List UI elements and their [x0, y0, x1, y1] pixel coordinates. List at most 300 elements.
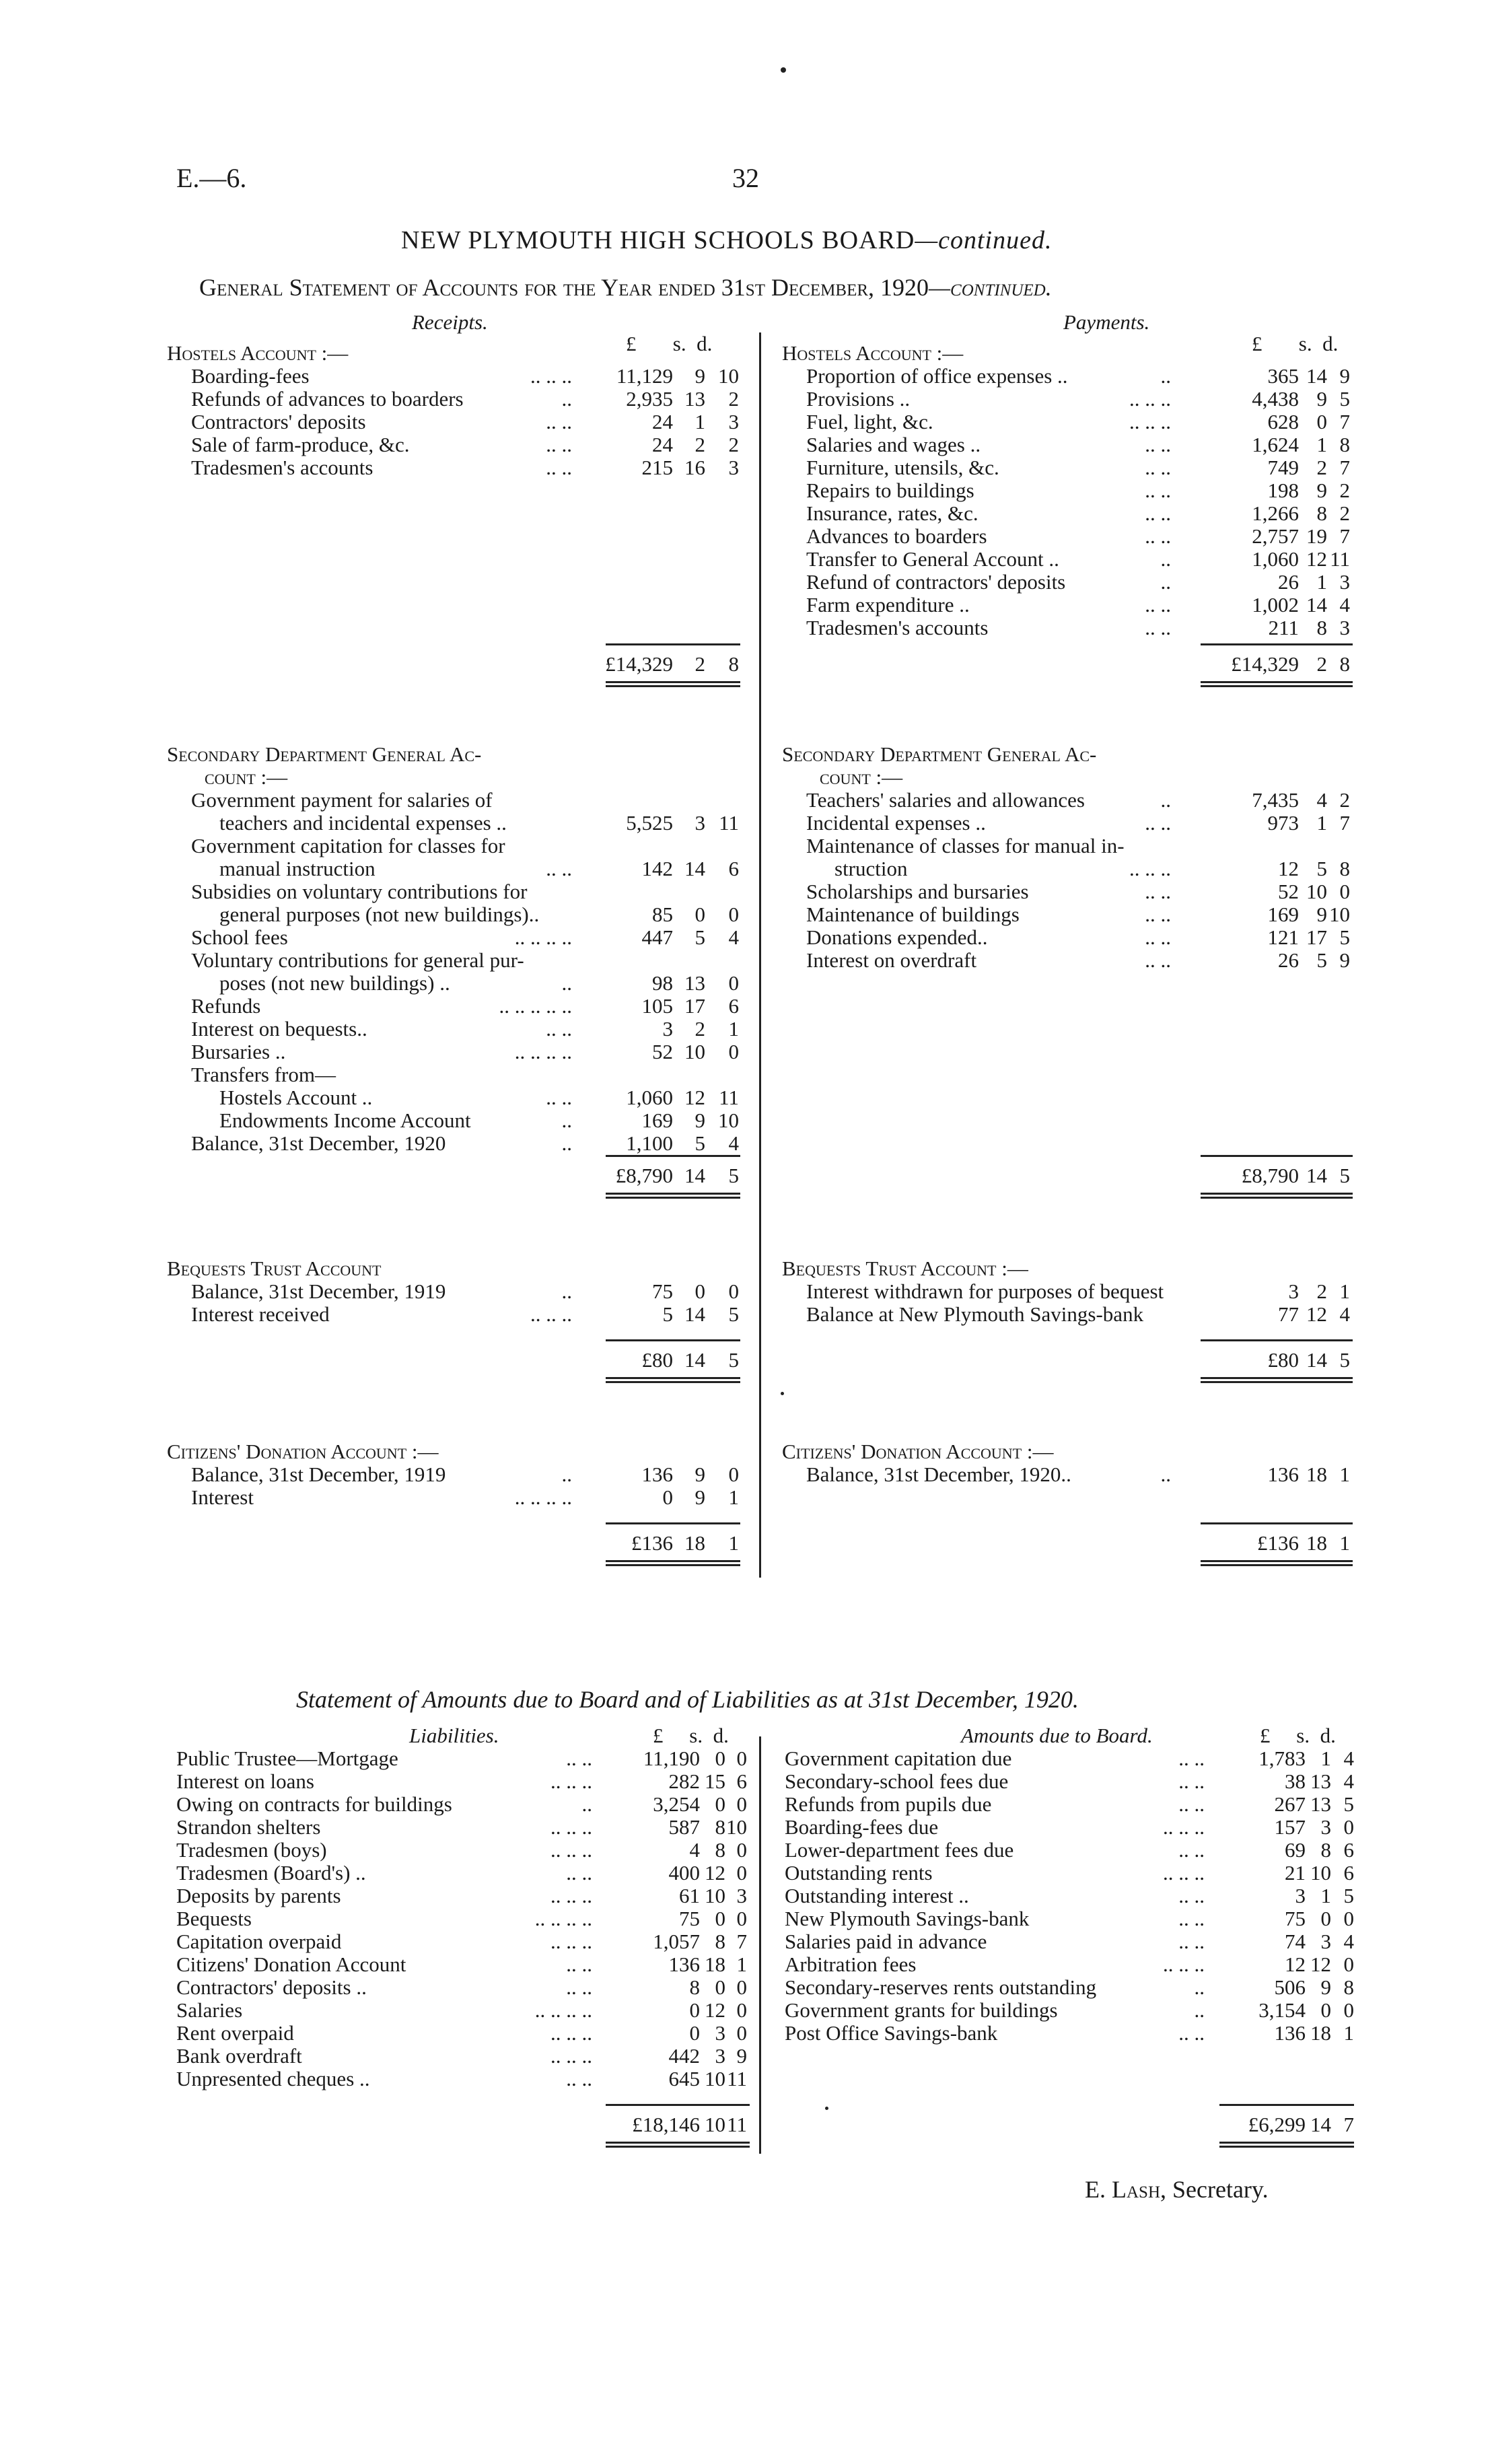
hostels_payments-row-shillings: 9 — [1316, 387, 1327, 411]
hostels_receipts-row-pence: 3 — [728, 410, 739, 433]
secondary_payments-total-shillings: 14 — [1306, 1164, 1327, 1187]
lsd-heading-left: £ s. d. — [626, 332, 713, 355]
secondary_receipts-row-pounds: 1,060 — [626, 1086, 673, 1109]
hostels_payments-row-label: Provisions .. — [806, 387, 911, 411]
citizens_receipts-row-leader: .. — [561, 1463, 572, 1486]
hostels_payments-row-pence: 3 — [1339, 616, 1350, 639]
secondary_receipts-row-label: Interest on bequests.. — [191, 1017, 367, 1041]
statement-assets-leader: .. .. — [1178, 1907, 1205, 1930]
bequests_receipts-row-leader: .. — [561, 1279, 572, 1303]
statement-liabilities-label: Tradesmen (Board's) .. — [176, 1861, 366, 1885]
statement-liabilities-label: Bequests — [176, 1907, 252, 1930]
secondary_payments-row-pounds: 52 — [1278, 880, 1299, 903]
citizens_receipts-row-pence: 0 — [728, 1463, 739, 1486]
lsd-heading-assets: £ s. d. — [1260, 1724, 1336, 1747]
secondary_receipts-row-shillings: 17 — [684, 994, 705, 1018]
secondary_receipts-total-double-rule — [606, 1193, 740, 1199]
hostels_payments-row-pounds: 365 — [1267, 364, 1299, 388]
hostels_receipts-row-pounds: 24 — [652, 433, 673, 456]
hostels_payments-total-pence: 8 — [1339, 652, 1350, 676]
secondary_receipts-row-label: Government capitation for classes for — [191, 834, 505, 857]
secondary_receipts-row-shillings: 12 — [684, 1086, 705, 1109]
statement-assets-row-pounds: 12 — [1285, 1952, 1306, 1976]
secondary_receipts-row-pounds: 98 — [652, 971, 673, 995]
statement-assets-label: Outstanding interest .. — [785, 1884, 969, 1907]
statement-liabilities-total-shillings: 10 — [705, 2113, 725, 2136]
statement-liabilities-leader: .. .. — [566, 1952, 592, 1976]
secondary_receipts-row-leader: .. — [561, 1131, 572, 1155]
statement-assets-row-shillings: 18 — [1310, 2021, 1331, 2045]
citizens_receipts-total-pounds: £136 — [631, 1531, 673, 1555]
citizens_receipts-row-shillings: 9 — [695, 1463, 705, 1486]
hostels_payments-row-pence: 7 — [1339, 456, 1350, 479]
hostels_payments-row-pence: 8 — [1339, 433, 1350, 456]
citizens_receipts-total-shillings: 18 — [684, 1531, 705, 1555]
hostels_receipts-row-label: Tradesmen's accounts — [191, 456, 374, 479]
secondary_payments-row-leader: .. — [1160, 788, 1171, 812]
secondary_receipts-row-pounds: 52 — [652, 1040, 673, 1063]
statement-assets-total-rule — [1219, 2104, 1354, 2106]
secondary_receipts-row-pounds: 85 — [652, 903, 673, 926]
statement-liabilities-row-pounds: 1,057 — [653, 1930, 700, 1953]
hostels_payments-row-shillings: 1 — [1316, 433, 1327, 456]
hostels_payments-row-label: Transfer to General Account .. — [806, 547, 1059, 571]
secondary_receipts-row-shillings: 3 — [695, 811, 705, 835]
hostels_receipts-row-pounds: 24 — [652, 410, 673, 433]
secondary_payments-row-leader: .. .. .. — [1129, 857, 1171, 880]
statement-liabilities-row-pounds: 75 — [679, 1907, 700, 1930]
statement-liabilities-row-pounds: 587 — [668, 1815, 700, 1839]
secondary_receipts-row-label: Government payment for salaries of — [191, 788, 493, 812]
citizens_receipts-row-pounds: 136 — [641, 1463, 673, 1486]
statement-assets-row-shillings: 0 — [1320, 1998, 1331, 2022]
bequests_receipts-row-pounds: 5 — [662, 1302, 673, 1326]
secondary_receipts-row-label: Balance, 31st December, 1920 — [191, 1131, 446, 1155]
statement-liabilities-row-pounds: 282 — [668, 1769, 700, 1793]
secondary_receipts-row-label: Bursaries .. — [191, 1040, 286, 1063]
hostels_payments-row-shillings: 14 — [1306, 593, 1327, 617]
statement-liabilities-label: Capitation overpaid — [176, 1930, 342, 1953]
secondary_payments-row-pence: 2 — [1339, 788, 1350, 812]
bequests_receipts-row-leader: .. .. .. — [530, 1302, 572, 1326]
statement-assets-row-shillings: 13 — [1310, 1792, 1331, 1816]
hostels_payments-total-shillings: 2 — [1316, 652, 1327, 676]
statement-assets-leader: .. .. — [1178, 1769, 1205, 1793]
secondary_payments-row-shillings: 4 — [1316, 788, 1327, 812]
statement-liabilities-row-shillings: 0 — [715, 1792, 725, 1816]
signature-role: , Secretary. — [1160, 2176, 1269, 2203]
statement-assets-row-shillings: 3 — [1320, 1815, 1331, 1839]
secondary_receipts-row-pence: 6 — [728, 994, 739, 1018]
hostels_payments-row-leader: .. .. — [1145, 433, 1171, 456]
statement-liabilities-row-pounds: 400 — [668, 1861, 700, 1885]
hostels_payments-row-pounds: 1,266 — [1252, 501, 1299, 525]
statement-assets-label: Lower-department fees due — [785, 1838, 1014, 1862]
hostels_payments-row-pounds: 198 — [1267, 479, 1299, 502]
secondary_receipts-row-pence: 11 — [719, 811, 739, 835]
secondary_receipts-row-shillings: 13 — [684, 971, 705, 995]
hostels_payments-row-leader: .. .. — [1145, 616, 1171, 639]
secondary_receipts-row-pounds: 5,525 — [626, 811, 673, 835]
hostels_payments-row-pounds: 1,624 — [1252, 433, 1299, 456]
statement-liabilities-leader: .. .. .. .. — [534, 1998, 592, 2022]
statement-liabilities-row-shillings: 8 — [715, 1930, 725, 1953]
secondary_receipts-row-pence: 10 — [718, 1108, 739, 1132]
hostels_receipts-total-double-rule — [606, 681, 740, 687]
statement-assets-row-pounds: 3 — [1295, 1884, 1306, 1907]
statement-assets-row-pence: 5 — [1343, 1884, 1354, 1907]
statement-assets-leader: .. .. .. — [1163, 1815, 1205, 1839]
statement-liabilities-leader: .. .. — [566, 1861, 592, 1885]
secondary_payments-row-shillings: 10 — [1306, 880, 1327, 903]
statement-assets-label: Arbitration fees — [785, 1952, 917, 1976]
citizens_receipts-total-rule — [606, 1522, 740, 1524]
statement-liabilities-row-shillings: 15 — [705, 1769, 725, 1793]
secondary_payments-row-pounds: 121 — [1267, 925, 1299, 949]
hostels_payments-row-label: Proportion of office expenses .. — [806, 364, 1068, 388]
secondary_receipts-row-leader: .. — [561, 1108, 572, 1132]
hostels_payments-row-pence: 7 — [1339, 524, 1350, 548]
statement-assets-row-pounds: 69 — [1285, 1838, 1306, 1862]
secondary_receipts-row-label: poses (not new buildings) .. — [219, 971, 450, 995]
citizens_payments-row-pence: 1 — [1339, 1463, 1350, 1486]
hostels_receipts-row-label: Boarding-fees — [191, 364, 310, 388]
hostels_payments-row-label: Advances to boarders — [806, 524, 987, 548]
hostels_payments-row-label: Farm expenditure .. — [806, 593, 970, 617]
statement-assets-leader: .. .. — [1178, 1884, 1205, 1907]
document-title-main: NEW PLYMOUTH HIGH SCHOOLS BOARD — [401, 226, 915, 254]
statement-assets-row-pence: 1 — [1343, 2021, 1354, 2045]
statement-assets-row-shillings: 1 — [1320, 1884, 1331, 1907]
statement-subtitle-text: General Statement of Accounts for the Year ended 31st December, 1920 — [199, 274, 929, 301]
statement-assets-row-pence: 5 — [1343, 1792, 1354, 1816]
secondary_receipts-row-label: School fees — [191, 925, 288, 949]
bequests_receipts-row-shillings: 14 — [684, 1302, 705, 1326]
hostels_receipts-row-pounds: 2,935 — [626, 387, 673, 411]
signature-name: E. Lash — [1085, 2176, 1160, 2203]
statement-liabilities-leader: .. — [581, 1792, 592, 1816]
statement-liabilities-row-shillings: 0 — [715, 1907, 725, 1930]
hostels_payments-row-pounds: 1,002 — [1252, 593, 1299, 617]
hostels_payments-row-shillings: 9 — [1316, 479, 1327, 502]
secondary_receipts-heading1: Secondary Department General Ac- — [167, 742, 482, 766]
secondary_payments-total-pounds: £8,790 — [1241, 1164, 1299, 1187]
page-number: 32 — [732, 163, 759, 193]
hostels_receipts-row-shillings: 16 — [684, 456, 705, 479]
hostels_payments-row-pence: 2 — [1339, 479, 1350, 502]
secondary_receipts-row-label: Endowments Income Account — [219, 1108, 471, 1132]
citizens_receipts-row-pounds: 0 — [662, 1485, 673, 1509]
citizens_payments-row-pounds: 136 — [1267, 1463, 1299, 1486]
statement-liabilities-row-pence: 3 — [736, 1884, 747, 1907]
statement-liabilities-label: Unpresented cheques .. — [176, 2067, 370, 2090]
hostels_payments-row-shillings: 14 — [1306, 364, 1327, 388]
statement-liabilities-label: Strandon shelters — [176, 1815, 321, 1839]
statement-liabilities-leader: .. .. .. — [550, 1815, 592, 1839]
statement-assets-row-pounds: 506 — [1274, 1975, 1306, 1999]
secondary_receipts-row-label: Transfers from— — [191, 1063, 336, 1086]
statement-assets-total-shillings: 14 — [1310, 2113, 1331, 2136]
secondary_receipts-row-leader: .. — [561, 971, 572, 995]
secondary_receipts-row-shillings: 5 — [695, 925, 705, 949]
bequests_receipts-row-label: Interest received — [191, 1302, 330, 1326]
secondary_payments-total-rule — [1201, 1155, 1353, 1157]
hostels_payments-row-label: Furniture, utensils, &c. — [806, 456, 999, 479]
citizens_payments-heading: Citizens' Donation Account :— — [782, 1440, 1054, 1463]
statement-liabilities-label: Owing on contracts for buildings — [176, 1792, 452, 1816]
bequests_receipts-total-pounds: £80 — [641, 1348, 673, 1372]
hostels_receipts-heading: Hostels Account :— — [167, 341, 349, 365]
citizens_payments-row-leader: .. — [1160, 1463, 1171, 1486]
statement-liabilities-label: Public Trustee—Mortgage — [176, 1747, 398, 1770]
statement-assets-row-shillings: 9 — [1320, 1975, 1331, 1999]
secondary_payments-row-pounds: 26 — [1278, 948, 1299, 972]
hostels_receipts-row-pounds: 11,129 — [616, 364, 673, 388]
hostels_payments-row-pounds: 211 — [1268, 616, 1299, 639]
statement-liabilities-leader: .. .. .. — [550, 1930, 592, 1953]
secondary_payments-row-label: struction — [834, 857, 908, 880]
citizens_payments-total-pence: 1 — [1339, 1531, 1350, 1555]
hostels_receipts-row-label: Refunds of advances to boarders — [191, 387, 464, 411]
hostels_payments-row-pence: 3 — [1339, 570, 1350, 594]
statement-assets-row-pounds: 21 — [1285, 1861, 1306, 1885]
citizens_payments-row-label: Balance, 31st December, 1920.. — [806, 1463, 1071, 1486]
statement-assets-row-pounds: 267 — [1274, 1792, 1306, 1816]
secondary_receipts-row-leader: .. .. .. .. — [514, 1040, 572, 1063]
hostels_receipts-row-leader: .. .. — [546, 456, 572, 479]
secondary_receipts-row-pounds: 105 — [641, 994, 673, 1018]
secondary_payments-row-shillings: 5 — [1316, 857, 1327, 880]
citizens_receipts-row-label: Balance, 31st December, 1919 — [191, 1463, 446, 1486]
secondary_payments-row-leader: .. .. — [1145, 903, 1171, 926]
statement-liabilities-row-pence: 7 — [736, 1930, 747, 1953]
statement-liabilities-row-pence: 0 — [736, 1792, 747, 1816]
bequests_payments-row-pounds: 77 — [1278, 1302, 1299, 1326]
hostels_payments-total-pounds: £14,329 — [1231, 652, 1299, 676]
statement-liabilities-row-pounds: 11,190 — [643, 1747, 700, 1770]
citizens_receipts-row-shillings: 9 — [695, 1485, 705, 1509]
statement-assets-row-pence: 0 — [1343, 1815, 1354, 1839]
secondary_receipts-row-pence: 0 — [728, 1040, 739, 1063]
hostels_receipts-row-shillings: 13 — [684, 387, 705, 411]
statement-liabilities-leader: .. .. .. — [550, 2021, 592, 2045]
secondary_payments-row-pence: 7 — [1339, 811, 1350, 835]
citizens_receipts-total-pence: 1 — [728, 1531, 739, 1555]
statement-liabilities-leader: .. .. .. — [550, 2044, 592, 2068]
bequests_payments-total-rule — [1201, 1339, 1353, 1341]
statement-liabilities-row-pence: 0 — [736, 1838, 747, 1862]
bequests_receipts-row-label: Balance, 31st December, 1919 — [191, 1279, 446, 1303]
liabilities-heading: Liabilities. — [409, 1724, 499, 1747]
bequests_payments-heading: Bequests Trust Account :— — [782, 1257, 1028, 1280]
secondary_payments-row-pence: 5 — [1339, 925, 1350, 949]
statement-assets-row-pounds: 38 — [1285, 1769, 1306, 1793]
hostels_receipts-row-label: Contractors' deposits — [191, 410, 366, 433]
hostels_payments-row-shillings: 8 — [1316, 501, 1327, 525]
bequests_receipts-total-pence: 5 — [728, 1348, 739, 1372]
secondary_receipts-row-leader: .. .. — [546, 1017, 572, 1041]
hostels_receipts-row-pence: 10 — [718, 364, 739, 388]
statement-liabilities-row-pence: 0 — [736, 2021, 747, 2045]
secondary_receipts-row-pence: 6 — [728, 857, 739, 880]
statement-assets-leader: .. .. — [1178, 1930, 1205, 1953]
statement-assets-label: Post Office Savings-bank — [785, 2021, 998, 2045]
statement-liabilities-row-shillings: 18 — [705, 1952, 725, 1976]
secondary_receipts-row-shillings: 2 — [695, 1017, 705, 1041]
statement-assets-row-shillings: 3 — [1320, 1930, 1331, 1953]
statement-assets-leader: .. — [1194, 1975, 1205, 1999]
secondary_receipts-row-pence: 0 — [728, 903, 739, 926]
secondary_receipts-total-pence: 5 — [728, 1164, 739, 1187]
hostels_payments-row-shillings: 2 — [1316, 456, 1327, 479]
statement-assets-label: Government capitation due — [785, 1747, 1012, 1770]
hostels_payments-row-pence: 5 — [1339, 387, 1350, 411]
statement-liabilities-label: Citizens' Donation Account — [176, 1952, 406, 1976]
secondary_receipts-row-leader: .. .. .. .. — [514, 925, 572, 949]
secondary_payments-row-leader: .. .. — [1145, 880, 1171, 903]
statement-liabilities-label: Salaries — [176, 1998, 243, 2022]
statement-liabilities-leader: .. .. .. — [550, 1769, 592, 1793]
statement-assets-total-pence: 7 — [1343, 2113, 1354, 2136]
secondary_payments-row-shillings: 9 — [1316, 903, 1327, 926]
citizens_payments-total-double-rule — [1201, 1560, 1353, 1566]
bequests_payments-row-pence: 1 — [1339, 1279, 1350, 1303]
stray-mark — [825, 2107, 828, 2110]
statement-assets-row-pence: 6 — [1343, 1861, 1354, 1885]
statement-liabilities-row-shillings: 8 — [715, 1815, 725, 1839]
statement-liabilities-row-pounds: 61 — [679, 1884, 700, 1907]
secondary_receipts-row-label: teachers and incidental expenses .. — [219, 811, 507, 835]
secondary_payments-row-leader: .. .. — [1145, 948, 1171, 972]
bequests_payments-row-shillings: 12 — [1306, 1302, 1327, 1326]
statement-assets-row-pence: 0 — [1343, 1998, 1354, 2022]
signature — [1085, 2178, 1269, 2201]
statement-assets-row-pounds: 157 — [1274, 1815, 1306, 1839]
hostels_payments-heading: Hostels Account :— — [782, 341, 964, 365]
hostels_receipts-total-pounds: £14,329 — [605, 652, 673, 676]
statement-liabilities-row-shillings: 10 — [705, 2067, 725, 2090]
hostels_receipts-row-leader: .. .. .. — [530, 364, 572, 388]
secondary_payments-row-pounds: 7,435 — [1252, 788, 1299, 812]
hostels_payments-row-pounds: 749 — [1267, 456, 1299, 479]
secondary_receipts-row-pence: 1 — [728, 1017, 739, 1041]
hostels_payments-row-shillings: 19 — [1306, 524, 1327, 548]
statement-title: Statement of Amounts due to Board and of Liabilities as at 31st December, 1920. — [296, 1686, 1079, 1713]
statement-liabilities-row-pounds: 8 — [689, 1975, 700, 1999]
statement-liabilities-row-pounds: 645 — [668, 2067, 700, 2090]
statement-liabilities-leader: .. .. — [566, 1975, 592, 1999]
bequests_receipts-total-shillings: 14 — [684, 1348, 705, 1372]
citizens_receipts-row-leader: .. .. .. .. — [514, 1485, 572, 1509]
statement-liabilities-row-pounds: 442 — [668, 2044, 700, 2068]
hostels_receipts-row-leader: .. .. — [546, 433, 572, 456]
statement-assets-row-pence: 8 — [1343, 1975, 1354, 1999]
statement-subtitle-continued: —continued. — [929, 274, 1052, 301]
secondary_receipts-row-label: Hostels Account .. — [219, 1086, 373, 1109]
statement-liabilities-leader: .. .. .. — [550, 1884, 592, 1907]
statement-liabilities-label: Tradesmen (boys) — [176, 1838, 327, 1862]
hostels_payments-row-pounds: 2,757 — [1252, 524, 1299, 548]
bequests_receipts-row-pence: 0 — [728, 1279, 739, 1303]
statement-assets-row-pounds: 74 — [1285, 1930, 1306, 1953]
hostels_payments-row-leader: .. .. — [1145, 501, 1171, 525]
hostels_receipts-row-leader: .. — [561, 387, 572, 411]
statement-assets-total-double-rule — [1219, 2142, 1354, 2148]
secondary_payments-row-shillings: 1 — [1316, 811, 1327, 835]
hostels_payments-row-label: Salaries and wages .. — [806, 433, 981, 456]
statement-assets-row-shillings: 1 — [1320, 1747, 1331, 1770]
hostels_receipts-total-shillings: 2 — [695, 652, 705, 676]
statement-liabilities-total-double-rule — [606, 2142, 750, 2148]
statement-assets-leader: .. — [1194, 1998, 1205, 2022]
statement-assets-leader: .. .. — [1178, 1792, 1205, 1816]
lsd-heading-liab: £ s. d. — [653, 1724, 729, 1747]
document-title-continued: —continued. — [915, 226, 1053, 254]
hostels_payments-total-rule — [1201, 643, 1353, 645]
hostels_receipts-row-label: Sale of farm-produce, &c. — [191, 433, 410, 456]
secondary_receipts-row-shillings: 10 — [684, 1040, 705, 1063]
hostels_payments-row-label: Tradesmen's accounts — [806, 616, 989, 639]
statement-liabilities-row-shillings: 0 — [715, 1975, 725, 1999]
statement-assets-row-pence: 4 — [1343, 1769, 1354, 1793]
hostels_payments-row-label: Repairs to buildings — [806, 479, 974, 502]
statement-liabilities-row-shillings: 8 — [715, 1838, 725, 1862]
receipts-heading: Receipts. — [412, 310, 488, 334]
secondary_receipts-row-shillings: 5 — [695, 1131, 705, 1155]
statement-assets-row-pounds: 75 — [1285, 1907, 1306, 1930]
statement-liabilities-row-shillings: 0 — [715, 1747, 725, 1770]
hostels_receipts-row-leader: .. .. — [546, 410, 572, 433]
bequests_payments-row-pounds: 3 — [1288, 1279, 1299, 1303]
citizens_receipts-row-label: Interest — [191, 1485, 254, 1509]
bequests_payments-total-double-rule — [1201, 1377, 1353, 1383]
secondary_payments-row-label: Donations expended.. — [806, 925, 988, 949]
bequests_payments-row-label: Balance at New Plymouth Savings-bank — [806, 1302, 1144, 1326]
secondary_payments-row-shillings: 17 — [1306, 925, 1327, 949]
hostels_payments-row-shillings: 12 — [1306, 547, 1327, 571]
statement-assets-row-shillings: 12 — [1310, 1952, 1331, 1976]
statement-liabilities-row-pence: 1 — [736, 1952, 747, 1976]
hostels_payments-row-pounds: 26 — [1278, 570, 1299, 594]
statement-assets-row-shillings: 10 — [1310, 1861, 1331, 1885]
hostels_payments-row-pence: 9 — [1339, 364, 1350, 388]
secondary_receipts-row-pence: 4 — [728, 925, 739, 949]
secondary_receipts-heading2: count :— — [205, 765, 288, 789]
bequests_payments-total-pence: 5 — [1339, 1348, 1350, 1372]
hostels_payments-row-label: Refund of contractors' deposits — [806, 570, 1066, 594]
secondary_payments-row-label: Incidental expenses .. — [806, 811, 986, 835]
secondary_payments-total-double-rule — [1201, 1193, 1353, 1199]
statement-assets-row-pence: 4 — [1343, 1747, 1354, 1770]
secondary_receipts-row-pence: 11 — [719, 1086, 739, 1109]
statement-liabilities-row-pence: 0 — [736, 1998, 747, 2022]
hostels_receipts-row-shillings: 1 — [695, 410, 705, 433]
bequests_receipts-row-pounds: 75 — [652, 1279, 673, 1303]
secondary_payments-row-label: Scholarships and bursaries — [806, 880, 1029, 903]
amounts-due-heading: Amounts due to Board. — [961, 1724, 1153, 1747]
statement-liabilities-total-rule — [606, 2104, 750, 2106]
statement-liabilities-total-pence: 11 — [727, 2113, 747, 2136]
secondary_receipts-row-leader: .. .. — [546, 857, 572, 880]
hostels_payments-row-pence: 2 — [1339, 501, 1350, 525]
page-reference: E.—6. — [176, 163, 247, 193]
statement-liabilities-row-pence: 6 — [736, 1769, 747, 1793]
citizens_payments-total-pounds: £136 — [1257, 1531, 1299, 1555]
bequests_receipts-row-pence: 5 — [728, 1302, 739, 1326]
secondary_receipts-row-label: general purposes (not new buildings).. — [219, 903, 540, 926]
statement-liabilities-label: Deposits by parents — [176, 1884, 341, 1907]
statement-assets-row-shillings: 8 — [1320, 1838, 1331, 1862]
